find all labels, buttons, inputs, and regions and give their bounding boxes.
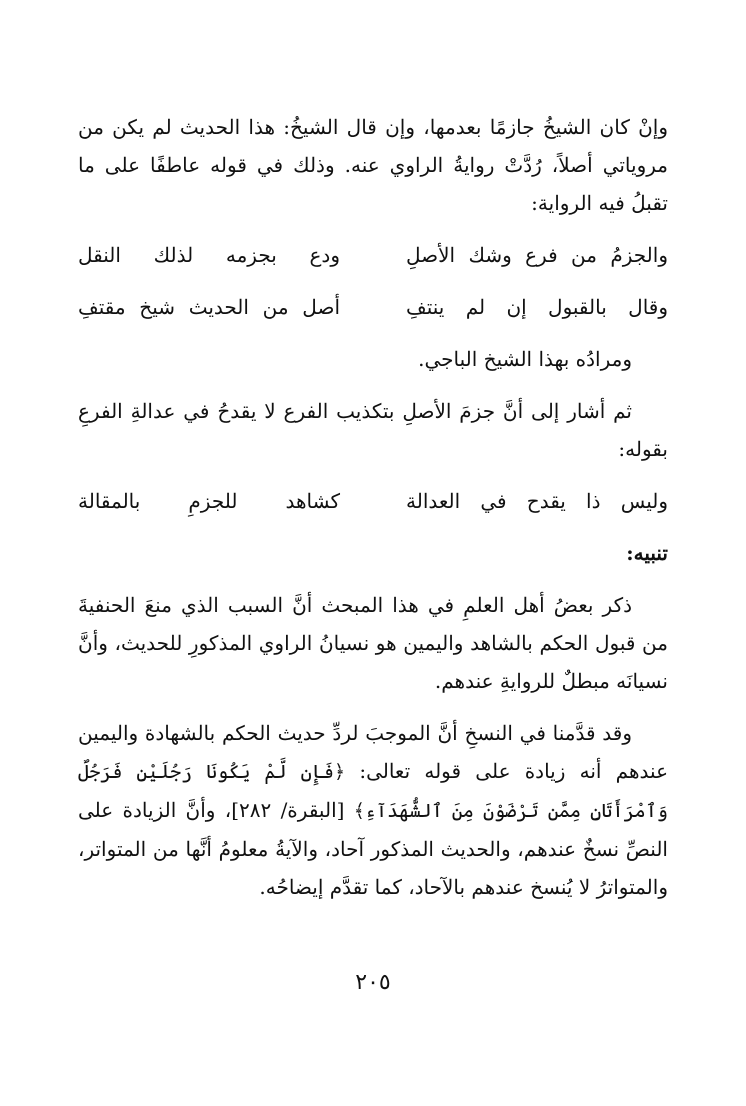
verse-second-hemistich: كشاهد للجزمِ بالمقالة (78, 489, 340, 513)
paragraph-text: ، وأنَّ الزيادة على النصِّ نسخٌ عندهم، والحديث المذكور آحاد، والآيةُ معلومُ أنَّها من المتواتر، والمتواترُ لا يُنسخ عندهم بالآحاد، كما تقدَّم إيضاحُه. (78, 798, 668, 899)
verse-line (78, 288, 668, 326)
verse-first-hemistich: وليس ذا يقدح في العدالة (406, 489, 668, 513)
paragraph (78, 714, 668, 906)
verse-line (78, 236, 668, 274)
paragraph (78, 586, 668, 700)
section-heading: تنبيه: (626, 541, 668, 565)
paragraph (78, 392, 668, 468)
paragraph-text: ذكر بعضُ أهل العلمِ في هذا المبحث أنَّ السبب الذي منعَ الحنفيةَ من قبول الحكم بالشاهد واليمين هو نسيانُ الراوي المذكورِ للحديث، وأنَّ نسيانَه مبطلٌ للروايةِ عندهم. (78, 593, 668, 693)
verse-line (78, 482, 668, 520)
verse-second-hemistich: ودع بجزمه لذلك النقل (78, 243, 340, 267)
verse-second-hemistich: أصل من الحديث شيخ مقتفِ (78, 295, 340, 319)
paragraph-text: وإنْ كان الشيخُ جازمًا بعدمها، وإن قال الشيخُ: هذا الحديث لم يكن من مروياتي أصلاً، رُدَّتْ روايةُ الراوي عنه. وذلك في قوله عاطفًا على ما تقبلُ فيه الرواية: (78, 115, 668, 215)
page-number: ٢٠٥ (355, 970, 391, 995)
paragraph (78, 340, 668, 378)
page-body (78, 108, 668, 920)
paragraph (78, 108, 668, 222)
verse-first-hemistich: وقال بالقبول إن لم ينتفِ (406, 295, 668, 319)
quran-verse-quote: ﴿فَإِن لَّمْ يَكُونَا رَجُلَيْنِ فَرَجُلٌ وَٱمْرَأَتَانِ مِمَّن تَرْضَوْنَ مِنَ ٱلشُّهَدَآءِ﴾ (78, 761, 669, 822)
paragraph-text: ومرادُه بهذا الشيخ الباجي. (418, 347, 632, 371)
paragraph-text: وقد قدَّمنا في النسخِ أنَّ الموجبَ لردِّ حديث الحكم بالشهادة واليمين عندهم أنه زيادة على قوله تعالى: (78, 721, 669, 783)
verse-first-hemistich: والجزمُ من فرع وشك الأصلِ (406, 243, 668, 267)
paragraph-text: ثم أشار إلى أنَّ جزمَ الأصلِ بتكذيب الفرع لا يقدحُ في عدالةِ الفرعِ بقوله: (78, 399, 668, 461)
quran-citation: [البقرة/ ٢٨٢] (231, 798, 345, 822)
